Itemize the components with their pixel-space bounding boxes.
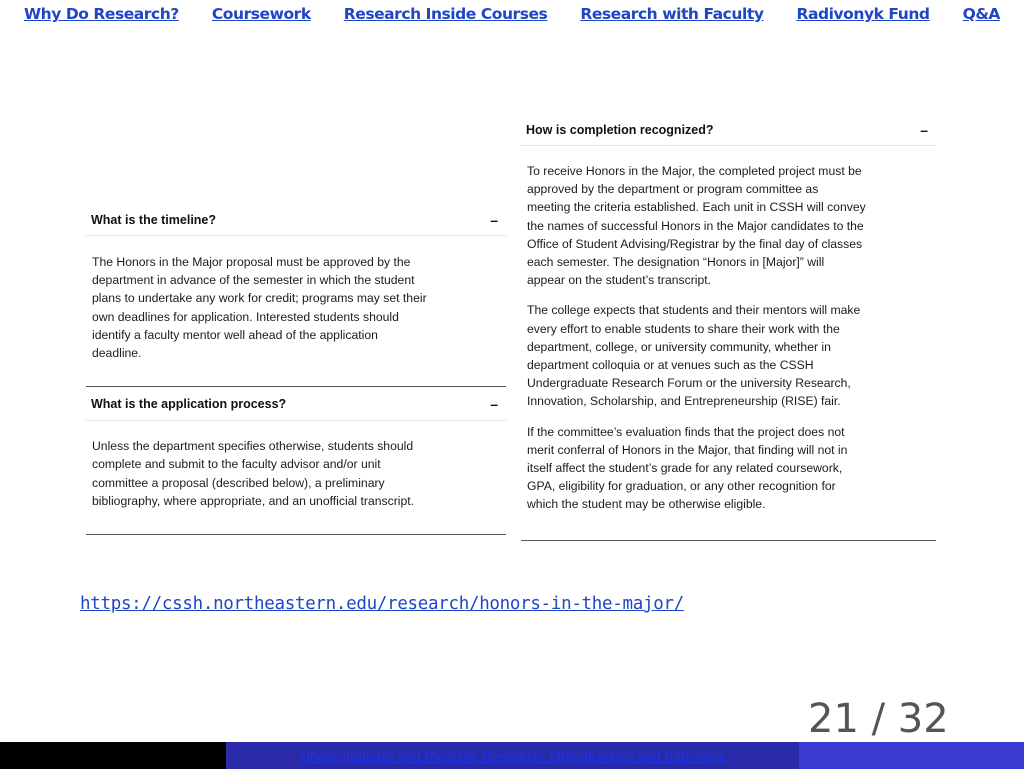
- text-line: which the student may be otherwise eligible.: [527, 497, 766, 512]
- application-paragraph: [86, 437, 506, 510]
- nav-link-radivonyk-fund[interactable]: Radivonyk Fund: [796, 5, 930, 23]
- section-divider: [86, 534, 506, 535]
- text-line: department colloquia or at venues such as the CSSH: [527, 358, 814, 373]
- text-line: committee a proposal (described below), a preliminary: [92, 475, 385, 490]
- accordion-header-timeline: [86, 205, 506, 235]
- footer-title-block: [226, 742, 799, 769]
- text-line: bibliography, where appropriate, and an unofficial transcript.: [92, 493, 415, 508]
- text-line: Office of Student Advising/Registrar by the final day of classes: [527, 236, 863, 251]
- nav-link-coursework[interactable]: Coursework: [211, 5, 311, 23]
- text-line: merit conferral of Honors in the Major, that finding will not in: [527, 442, 848, 457]
- section-divider: [521, 540, 936, 541]
- page-number: 21 / 32: [808, 696, 949, 742]
- text-line: department, college, or university community, whether in: [527, 339, 831, 354]
- text-line: deadline.: [92, 346, 142, 361]
- text-line: Unless the department specifies otherwise, students should: [92, 439, 414, 454]
- top-nav: [0, 0, 1024, 28]
- text-line: own deadlines for application. Interested students should: [92, 309, 399, 324]
- text-line: complete and submit to the faculty advisor and/or unit: [92, 457, 381, 472]
- accordion-header-application: [86, 387, 506, 420]
- text-line: GPA, eligibility for graduation, or any other recognition for: [527, 479, 836, 494]
- collapse-icon: –: [920, 121, 928, 138]
- accordion-heading: How is completion recognized?: [526, 122, 714, 137]
- text-line: the names of successful Honors in the Major candidates to the: [527, 218, 864, 233]
- accordion-heading: What is the application process?: [91, 396, 287, 411]
- text-line: To receive Honors in the Major, the completed project must be: [527, 164, 862, 178]
- text-line: every effort to enable students to share their work with the: [527, 321, 840, 336]
- left-screenshot-panel: [86, 205, 506, 535]
- collapse-icon: –: [490, 395, 498, 412]
- text-line: department in advance of the semester in which the student: [92, 273, 415, 288]
- completion-paragraph-3: [521, 423, 936, 514]
- text-line: Undergraduate Research Forum or the university Research,: [527, 376, 851, 391]
- text-line: plans to undertake any work for credit; programs may set their: [92, 291, 427, 306]
- text-line: identify a faculty mentor well ahead of the application: [92, 327, 378, 342]
- footer-bar: [0, 742, 1024, 769]
- nav-link-qa[interactable]: Q&A: [962, 5, 1000, 23]
- text-line: The college expects that students and their mentors will make: [527, 303, 861, 318]
- nav-link-research-inside-courses[interactable]: Research Inside Courses: [343, 5, 548, 23]
- nav-link-why-do-research[interactable]: Why Do Research?: [24, 5, 179, 23]
- completion-paragraph-1: [521, 162, 936, 289]
- accordion-heading: What is the timeline?: [91, 213, 217, 227]
- text-line: Innovation, Scholarship, and Entrepreneurship (RISE) fair.: [527, 394, 841, 409]
- text-line: meeting the criteria established. Each unit in CSSH will convey: [527, 200, 866, 215]
- text-line: itself affect the student’s grade for any related coursework,: [527, 461, 843, 476]
- text-line: The Honors in the Major proposal must be approved by the: [92, 255, 411, 269]
- footer-left-block: [0, 742, 226, 769]
- footer-title-link[interactable]: Undergraduate and PlusOne Research: Opportunities and Pathways: [300, 747, 725, 764]
- nav-link-research-with-faculty[interactable]: Research with Faculty: [580, 5, 764, 23]
- timeline-paragraph: [86, 253, 506, 362]
- text-line: appear on the student’s transcript.: [527, 273, 712, 288]
- text-line: approved by the department or program committee as: [527, 182, 819, 197]
- text-line: each semester. The designation “Honors in [Major]” will: [527, 255, 825, 270]
- accordion-header-completion: [521, 114, 936, 145]
- source-url-link[interactable]: https://cssh.northeastern.edu/research/honors-in-the-major/: [80, 594, 684, 614]
- completion-paragraph-2: [521, 301, 936, 410]
- text-line: If the committee’s evaluation finds that the project does not: [527, 424, 845, 439]
- footer-right-block: [799, 742, 1024, 769]
- right-screenshot-panel: [521, 114, 936, 541]
- collapse-icon: –: [490, 212, 498, 228]
